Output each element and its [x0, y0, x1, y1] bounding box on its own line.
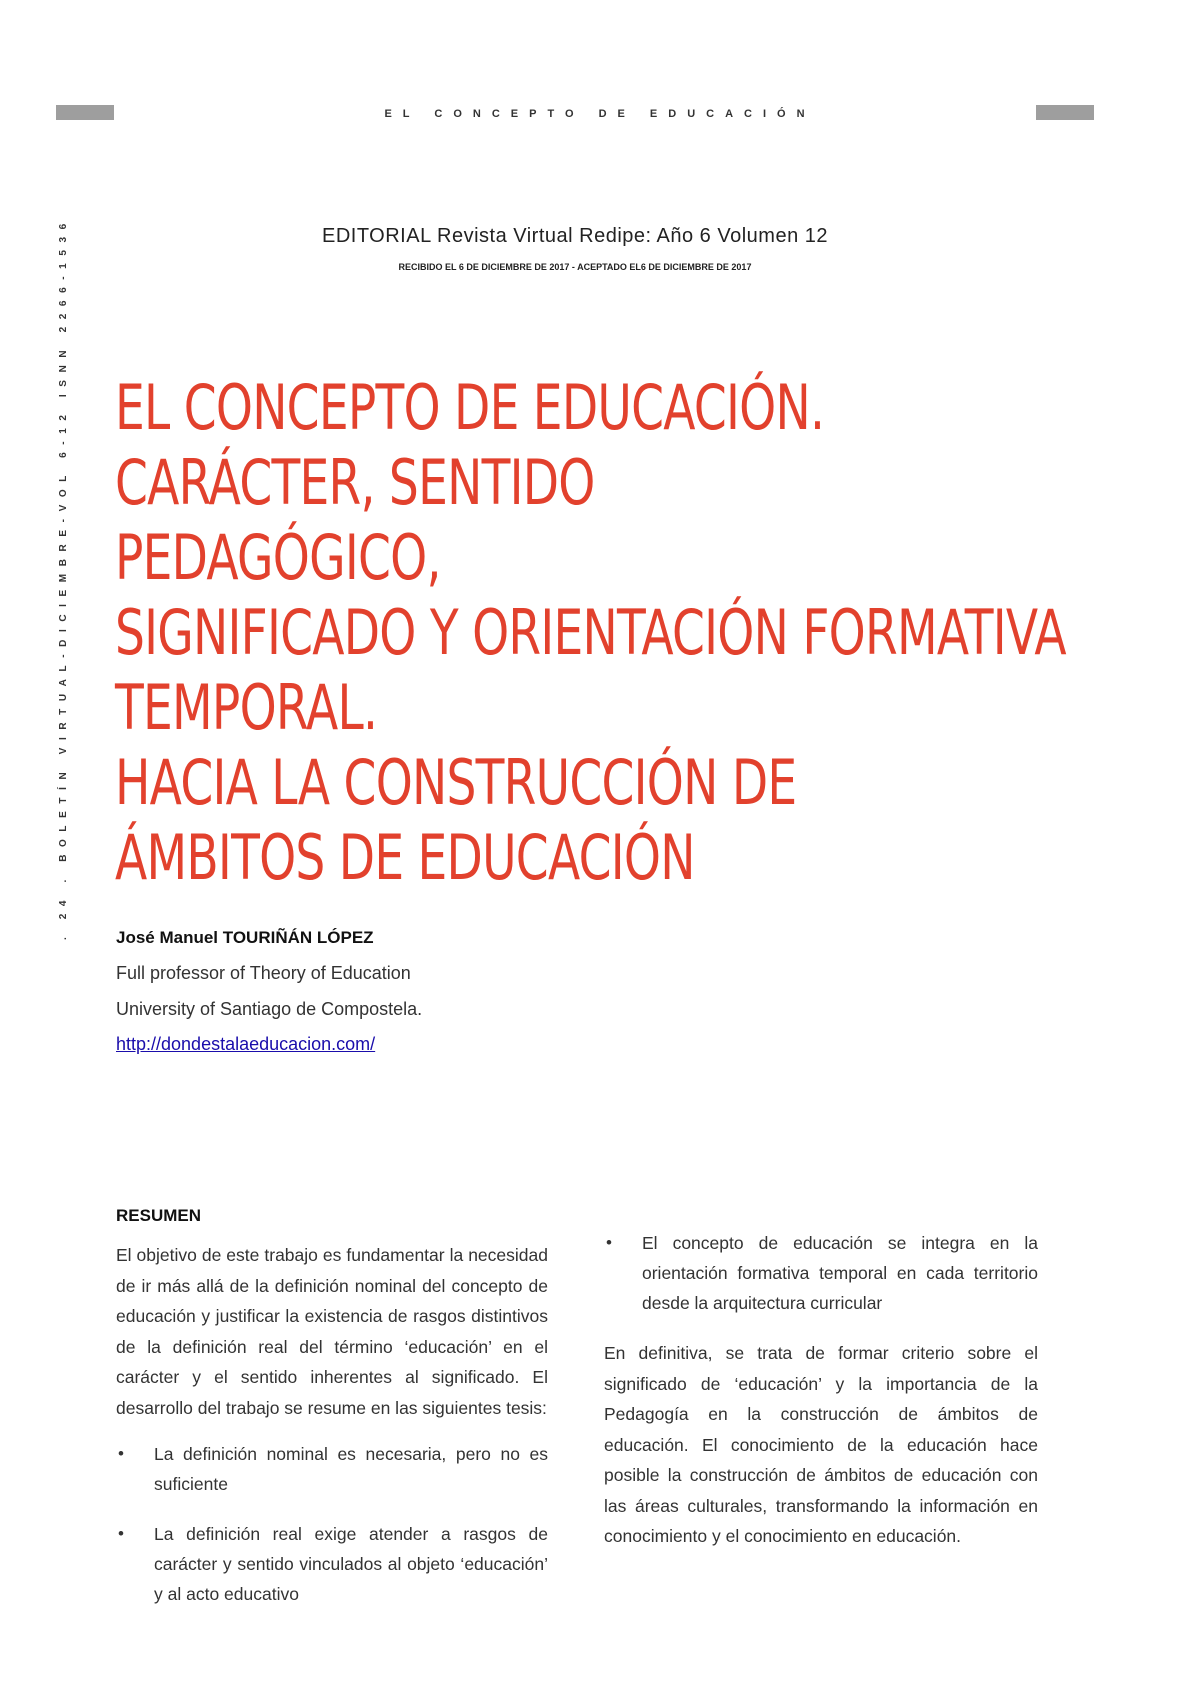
- title-line: HACIA LA CONSTRUCCIÓN DE: [115, 746, 797, 819]
- abstract-heading: RESUMEN: [116, 1206, 202, 1225]
- header-right-bar: [1036, 105, 1094, 120]
- vertical-journal-info: . 24 . BOLETÍN VIRTUAL-DICIEMBRE-VOL 6-12 ISNN 2266-1536: [58, 216, 69, 940]
- article-title: [115, 370, 1066, 895]
- list-item: [116, 1519, 548, 1609]
- bullet-icon: •: [606, 1233, 612, 1252]
- abstract-conclusion: En definitiva, se trata de formar criterio sobre el significado de ‘educación’ y la importancia de la Pedagogía en la construcción de ámbitos de educación. El conocimiento de la educación hace posible la construcción de ámbitos de educación con las áreas culturales, transformando la información en conocimiento y el conocimiento en educación.: [604, 1343, 1038, 1546]
- list-item: [604, 1228, 1038, 1318]
- author-position: Full professor of Theory of Education: [116, 963, 411, 983]
- thesis-list: [116, 1439, 548, 1609]
- author-website-link[interactable]: http://dondestalaeducacion.com/: [116, 1034, 376, 1054]
- bullet-icon: •: [118, 1444, 124, 1463]
- abstract-intro: El objetivo de este trabajo es fundamentar la necesidad de ir más allá de la definición nominal del concepto de educación y justificar la existencia de rasgos distintivos de la definición real del término ‘educación’ en el carácter y el sentido inherentes al significado. El desarrollo del trabajo se resume en las siguientes tesis:: [116, 1245, 548, 1418]
- title-line: TEMPORAL.: [115, 671, 378, 744]
- list-item-text: El concepto de educación se integra en la orientación formativa temporal en cada territorio desde la arquitectura curricular: [642, 1233, 1038, 1313]
- bullet-icon: •: [118, 1524, 124, 1543]
- title-line: CARÁCTER, SENTIDO: [115, 446, 595, 519]
- thesis-list-continued: [604, 1228, 1038, 1318]
- list-item-text: La definición nominal es necesaria, pero no es suficiente: [154, 1444, 548, 1494]
- title-line: PEDAGÓGICO,: [115, 521, 441, 594]
- abstract-right-column: [604, 1212, 1038, 1552]
- title-line: ÁMBITOS DE EDUCACIÓN: [115, 821, 695, 894]
- author-name: José Manuel TOURIÑÁN LÓPEZ: [116, 928, 374, 947]
- editorial-line: EDITORIAL Revista Virtual Redipe: Año 6 Volumen 12: [321, 225, 828, 247]
- author-university: University of Santiago de Compostela.: [116, 999, 423, 1019]
- title-line: EL CONCEPTO DE EDUCACIÓN.: [115, 371, 825, 444]
- received-dates: RECIBIDO EL 6 DE DICIEMBRE DE 2017 - ACEPTADO EL6 DE DICIEMBRE DE 2017: [398, 262, 752, 272]
- list-item: [116, 1439, 548, 1499]
- list-item-text: La definición real exige atender a rasgos de carácter y sentido vinculados al objeto ‘educación’ y al acto educativo: [154, 1524, 548, 1604]
- abstract-left-column: [116, 1206, 548, 1629]
- title-line: SIGNIFICADO Y ORIENTACIÓN FORMATIVA: [115, 596, 1066, 669]
- running-title: EL CONCEPTO DE EDUCACIÓN: [384, 108, 816, 120]
